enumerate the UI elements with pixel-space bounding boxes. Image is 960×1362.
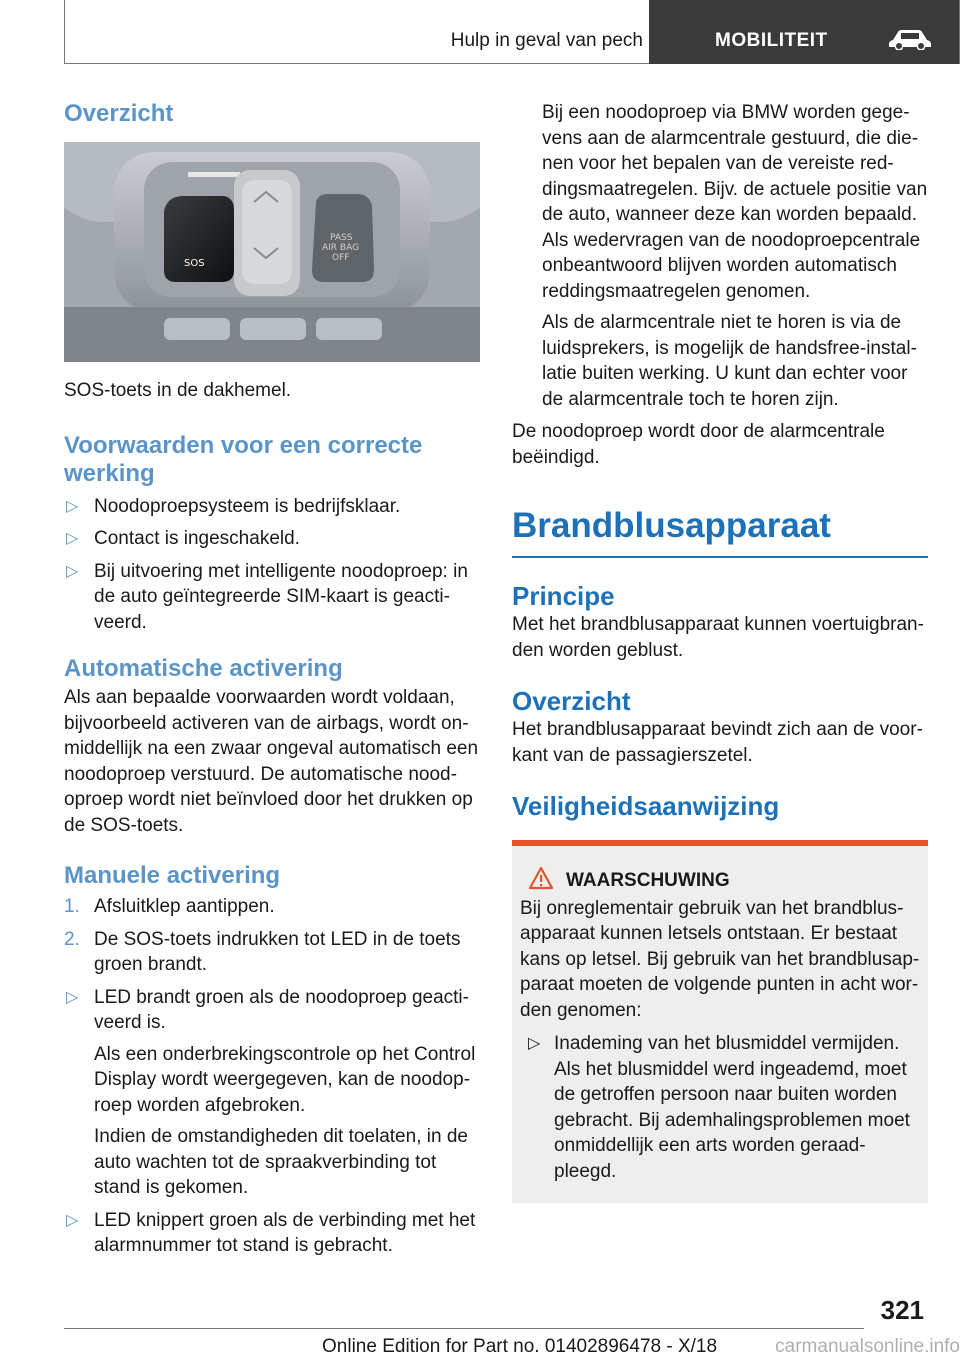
footer-divider <box>64 1328 864 1329</box>
warning-title: WAARSCHUWING <box>520 868 920 894</box>
overview-text: Het brandblusapparaat bevindt zich aan de voorkant van de passagierszetel. <box>512 719 923 766</box>
safety-heading: Veiligheidsaanwijzing <box>512 791 780 821</box>
roof-console-illustration <box>64 142 480 362</box>
list-item: ▷ Bij uitvoering met intelligente noodoproep: in de auto geïntegreerde SIM-kaart is geactiveerd. <box>66 560 468 633</box>
airbag-label-2: AIR BAG <box>322 243 360 253</box>
continued-text-1: Bij een noodoproep via BMW worden gegevens aan de alarmcentrale gestuurd, die dienen voor het bepalen van de vereiste reddingsmaatregelen. Bijv. de actuele positie van de auto, wanneer deze kan worden bepaald. Als wedervragen van de noodoproepcentrale onbeantwoord blijven worden automatisch reddingsmaatregelen genomen. <box>542 102 928 302</box>
warning-list <box>520 1031 920 1184</box>
led-status-list <box>64 985 480 1259</box>
car-icon <box>887 28 933 58</box>
list-item: 2. De SOS-toets indrukken tot LED in de toets groen brandt. <box>64 928 461 975</box>
page-number: 321 <box>880 1295 924 1325</box>
airbag-label-3: OFF <box>332 253 350 263</box>
continued-text-2: Als de alarmcentrale niet te horen is via de luidsprekers, is mogelijk de handsfree-installatie buiten werking. U kunt dan echter voor de alarmcentrale toch te horen zijn. <box>542 312 917 410</box>
overview-heading: Overzicht <box>64 100 174 127</box>
header-chapter-label: MOBILITEIT <box>715 30 828 51</box>
principle-text: Met het brandblusapparaat kunnen voertuigbranden worden geblust. <box>512 614 924 661</box>
auto-activation-text: Als aan bepaalde voorwaarden wordt voldaan, bijvoorbeeld activeren van de airbags, wordt onmiddellijk na een zwaar ongeval automatisch een noodoproep verstuurd. De automatische noodoproep wordt niet beïnvloed door het drukken op de SOS-toets. <box>64 687 479 836</box>
warning-box <box>512 840 928 1203</box>
triangle-bullet-icon: ▷ <box>66 988 79 1006</box>
header-chapter-tab <box>649 0 959 64</box>
left-column <box>64 100 480 1266</box>
end-call-text: De noodoproep wordt door de alarmcentrale beëindigd. <box>512 421 885 468</box>
conditions-heading: Voorwaarden voor een correcte werking <box>64 431 423 487</box>
list-item: ▷ Noodoproepsysteem is bedrijfsklaar. <box>64 494 480 520</box>
warning-text: Bij onreglementair gebruik van het brandblusapparaat kunnen letsels ontstaan. Er bestaat kans op letsel. Bij gebruik van het brandblusapparaat moeten de volgende punten in acht worden genomen: <box>520 897 920 1021</box>
manual-steps-list <box>64 894 480 978</box>
sos-button-figure <box>64 142 480 362</box>
principle-heading: Principe <box>512 581 615 611</box>
list-item: ▷ LED knippert groen als de verbinding met het alarmnummer tot stand is gebracht. <box>66 1209 476 1256</box>
warning-triangle-icon <box>528 866 554 898</box>
triangle-bullet-icon: ▷ <box>528 1035 541 1052</box>
figure-caption: SOS-toets in de dakhemel. <box>64 380 292 401</box>
continued-list-item <box>512 100 928 412</box>
triangle-bullet-icon: ▷ <box>66 497 79 515</box>
page-header <box>64 0 960 64</box>
edition-text: Online Edition for Part no. 01402896478 - X/18 <box>322 1336 718 1357</box>
sos-label: SOS <box>184 258 205 269</box>
manual-activation-heading: Manuele activering <box>64 862 281 889</box>
triangle-bullet-icon: ▷ <box>66 530 79 547</box>
header-section-title: Hulp in geval van pech <box>450 30 643 51</box>
chapter-title: Brandblusapparaat <box>512 506 928 558</box>
watermark: carmanualsonline.info <box>775 1336 960 1357</box>
triangle-bullet-icon: ▷ <box>66 562 79 580</box>
list-item: ▷ LED brandt groen als de noodoproep geactiveerd is. Als een onderbrekingscontrole op het Control Display wordt weergegeven, kan de noodoproep worden afgebroken. Indien de omstandigheden dit toelaten, in de auto wachten tot de spraakverbinding tot stand is gekomen. <box>66 986 476 1198</box>
triangle-bullet-icon: ▷ <box>66 1211 79 1229</box>
list-item: 1. Afsluitklep aantippen. <box>64 896 275 917</box>
auto-activation-heading: Automatische activering <box>64 655 343 682</box>
list-item: ▷ Contact is ingeschakeld. <box>64 526 480 552</box>
overview-heading-right: Overzicht <box>512 686 631 716</box>
right-column <box>512 100 928 1203</box>
list-item: ▷ Inademing van het blusmiddel vermijden. Als het blusmiddel werd ingeademd, moet de getroffen persoon naar buiten worden gebracht. Bij ademhalingsproblemen moet onmiddellijk een arts worden geraadpleegd. <box>528 1033 910 1182</box>
conditions-list <box>64 494 480 636</box>
airbag-label-1: PASS <box>330 233 353 243</box>
